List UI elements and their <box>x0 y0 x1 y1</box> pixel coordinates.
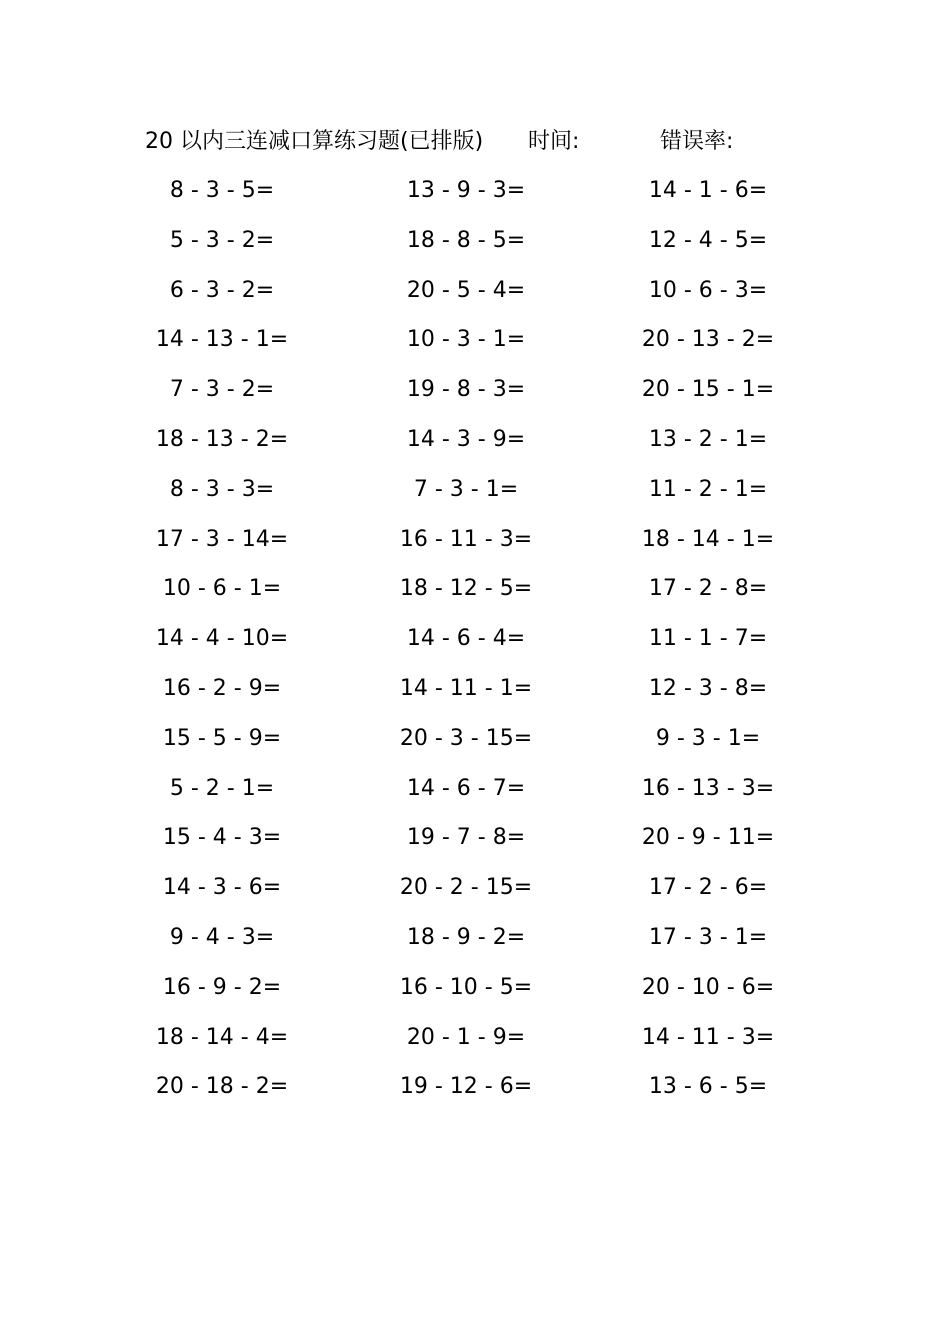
problem-item: 13 - 9 - 3= <box>406 178 526 203</box>
problem-item: 19 - 7 - 8= <box>406 825 526 851</box>
problem-item: 10 - 6 - 3= <box>648 277 768 303</box>
problem-row <box>0 723 950 773</box>
problem-item: 20 - 9 - 11= <box>641 825 775 851</box>
problem-item: 14 - 11 - 3= <box>641 1024 775 1050</box>
problem-item: 20 - 15 - 1= <box>641 377 775 403</box>
time-label: 时间: <box>528 129 580 154</box>
problem-item: 17 - 2 - 8= <box>648 576 768 602</box>
problem-item: 20 - 10 - 6= <box>641 974 775 1000</box>
problem-item: 18 - 12 - 5= <box>399 576 533 602</box>
error-rate-label: 错误率: <box>660 129 734 154</box>
problem-row <box>0 872 950 922</box>
problem-item: 19 - 12 - 6= <box>399 1074 533 1100</box>
worksheet-header <box>0 126 950 158</box>
problem-grid <box>0 175 950 1121</box>
problem-item: 20 - 5 - 4= <box>406 277 526 303</box>
problem-item: 13 - 6 - 5= <box>648 1074 768 1100</box>
problem-item: 14 - 3 - 6= <box>162 875 282 901</box>
problem-item: 14 - 4 - 10= <box>155 626 289 652</box>
problem-item: 18 - 9 - 2= <box>406 924 526 950</box>
problem-item: 14 - 6 - 4= <box>406 626 526 652</box>
problem-item: 14 - 3 - 9= <box>406 426 526 452</box>
problem-item: 18 - 13 - 2= <box>155 426 289 452</box>
problem-row <box>0 623 950 673</box>
problem-row <box>0 524 950 574</box>
problem-item: 20 - 3 - 15= <box>399 725 533 751</box>
problem-item: 18 - 14 - 4= <box>155 1024 289 1050</box>
problem-item: 17 - 3 - 1= <box>648 924 768 950</box>
problem-item: 19 - 8 - 3= <box>406 377 526 403</box>
problem-item: 20 - 18 - 2= <box>155 1074 289 1100</box>
problem-item: 15 - 5 - 9= <box>162 725 282 751</box>
problem-row <box>0 175 950 225</box>
problem-item: 13 - 2 - 1= <box>648 426 768 452</box>
problem-item: 20 - 1 - 9= <box>406 1024 526 1050</box>
problem-item: 10 - 3 - 1= <box>406 327 526 353</box>
problem-item: 16 - 9 - 2= <box>162 974 282 1000</box>
problem-item: 18 - 14 - 1= <box>641 526 775 552</box>
problem-item: 17 - 2 - 6= <box>648 875 768 901</box>
problem-row <box>0 1071 950 1121</box>
problem-item: 16 - 10 - 5= <box>399 974 533 1000</box>
problem-item: 17 - 3 - 14= <box>155 526 289 552</box>
problem-item: 11 - 2 - 1= <box>648 476 768 502</box>
problem-row <box>0 673 950 723</box>
problem-item: 20 - 2 - 15= <box>399 875 533 901</box>
problem-item: 18 - 8 - 5= <box>406 227 526 253</box>
problem-row <box>0 1022 950 1072</box>
problem-item: 5 - 3 - 2= <box>169 227 275 253</box>
problem-item: 8 - 3 - 5= <box>169 178 275 203</box>
problem-row <box>0 324 950 374</box>
worksheet-title: 20 以内三连减口算练习题(已排版) <box>145 129 484 154</box>
problem-item: 7 - 3 - 2= <box>169 377 275 403</box>
problem-row <box>0 374 950 424</box>
problem-row <box>0 922 950 972</box>
problem-row <box>0 573 950 623</box>
problem-row <box>0 773 950 823</box>
problem-item: 9 - 4 - 3= <box>169 924 275 950</box>
problem-row <box>0 225 950 275</box>
problem-item: 15 - 4 - 3= <box>162 825 282 851</box>
problem-item: 14 - 11 - 1= <box>399 675 533 701</box>
problem-item: 9 - 3 - 1= <box>655 725 761 751</box>
problem-item: 11 - 1 - 7= <box>648 626 768 652</box>
problem-row <box>0 972 950 1022</box>
problem-item: 14 - 6 - 7= <box>406 775 526 801</box>
problem-item: 16 - 13 - 3= <box>641 775 775 801</box>
problem-item: 16 - 11 - 3= <box>399 526 533 552</box>
problem-item: 5 - 2 - 1= <box>169 775 275 801</box>
problem-item: 10 - 6 - 1= <box>162 576 282 602</box>
problem-item: 16 - 2 - 9= <box>162 675 282 701</box>
problem-item: 6 - 3 - 2= <box>169 277 275 303</box>
problem-row <box>0 424 950 474</box>
problem-row <box>0 275 950 325</box>
problem-item: 14 - 13 - 1= <box>155 327 289 353</box>
problem-row <box>0 822 950 872</box>
problem-item: 12 - 3 - 8= <box>648 675 768 701</box>
problem-item: 20 - 13 - 2= <box>641 327 775 353</box>
problem-item: 12 - 4 - 5= <box>648 227 768 253</box>
problem-row <box>0 474 950 524</box>
problem-item: 14 - 1 - 6= <box>648 178 768 203</box>
problem-item: 8 - 3 - 3= <box>169 476 275 502</box>
problem-item: 7 - 3 - 1= <box>413 476 519 502</box>
